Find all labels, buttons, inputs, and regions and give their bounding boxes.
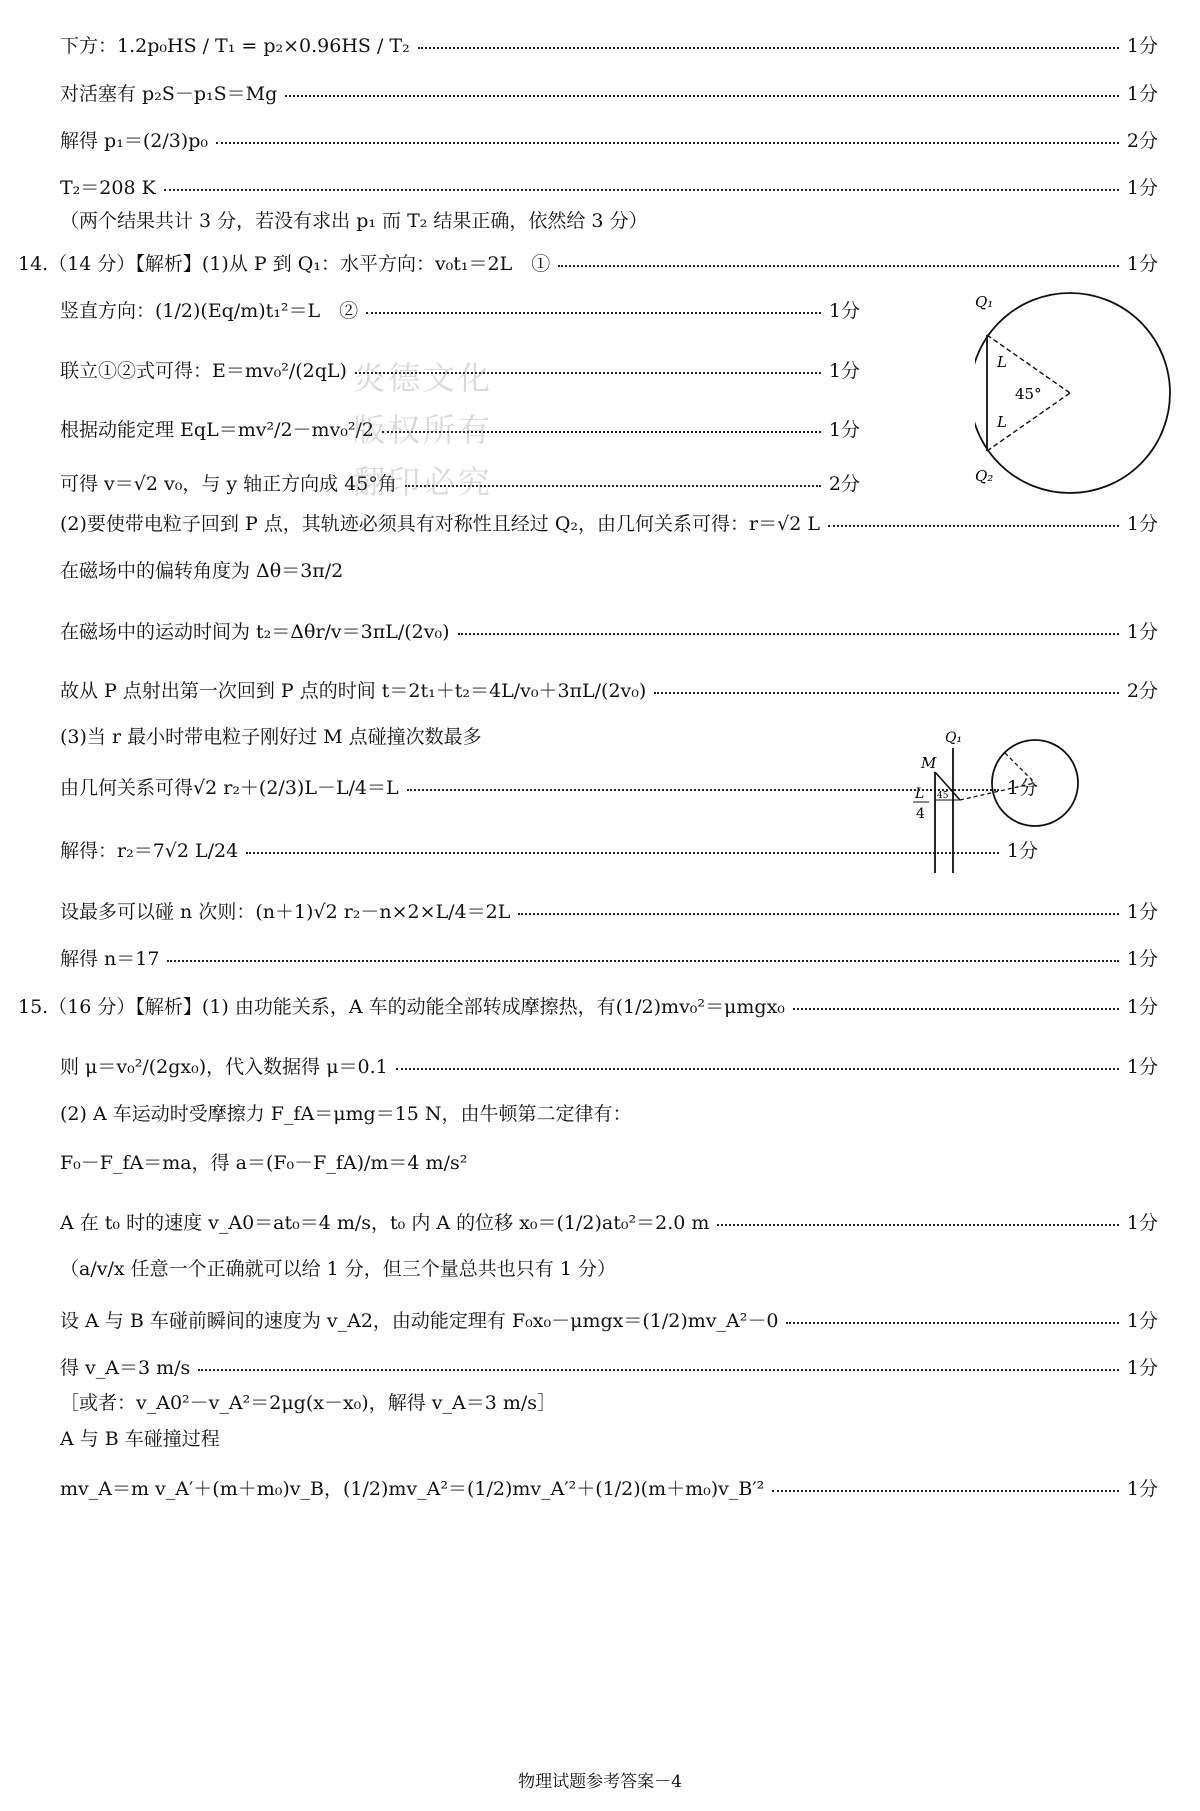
label-l-den: 4 bbox=[916, 806, 925, 822]
line-text: 故从 P 点射出第一次回到 P 点的时间 t＝2t₁＋t₂＝4L/v₀＋3πL/(2v₀) bbox=[60, 679, 647, 702]
line-text: 在磁场中的运动时间为 t₂＝Δθr/v＝3πL/(2v₀) bbox=[60, 620, 450, 643]
line-text: 设 A 与 B 车碰前瞬间的速度为 v_A2，由动能定理有 F₀x₀－μmgx＝(1/2)mv_A²－0 bbox=[60, 1309, 779, 1332]
score: 1分 bbox=[1126, 1309, 1158, 1332]
line-20 bbox=[18, 988, 1158, 1022]
leader-dots bbox=[518, 913, 1119, 915]
leader-dots bbox=[558, 265, 1119, 267]
score: 1分 bbox=[828, 418, 860, 441]
score: 1分 bbox=[1006, 839, 1038, 862]
line-text: 15.（16 分）【解析】(1) 由功能关系，A 车的动能全部转成摩擦热，有(1/2)mv₀²＝μmgx₀ bbox=[18, 995, 785, 1018]
label-q2: Q₂ bbox=[975, 467, 994, 485]
score: 1分 bbox=[1126, 995, 1158, 1018]
score: 2分 bbox=[1126, 679, 1158, 702]
score: 1分 bbox=[1126, 82, 1158, 105]
line-21 bbox=[60, 1048, 1158, 1082]
line-text: 根据动能定理 EqL＝mv²/2－mv₀²/2 bbox=[60, 418, 375, 441]
line-text: 设最多可以碰 n 次则：(n＋1)√2 r₂－n×2×L/4＝2L bbox=[60, 900, 511, 923]
line-19 bbox=[60, 941, 1158, 973]
leader-dots bbox=[717, 1224, 1119, 1226]
line-text: 由几何关系可得√2 r₂＋(2/3)L－L/4＝L bbox=[60, 776, 399, 799]
leader-dots bbox=[772, 1490, 1119, 1492]
leader-dots bbox=[366, 312, 821, 314]
label-l-lower: L bbox=[997, 413, 1007, 431]
line-17 bbox=[60, 832, 1038, 866]
line-text: 联立①②式可得：E＝mv₀²/(2qL) bbox=[60, 359, 347, 382]
leader-dots bbox=[167, 960, 1118, 962]
radius-up bbox=[1005, 753, 1035, 783]
score: 2分 bbox=[1126, 129, 1158, 152]
leader-dots bbox=[418, 47, 1119, 49]
line-23: F₀－F_fA＝ma，得 a＝(F₀－F_fA)/m＝4 m/s² bbox=[60, 1152, 468, 1174]
figure-circle-trajectory bbox=[975, 285, 1185, 545]
leader-dots bbox=[396, 1068, 1119, 1070]
watermark bbox=[318, 352, 528, 512]
watermark-line: 炎德文化 bbox=[352, 359, 493, 397]
leader-dots bbox=[654, 692, 1119, 694]
score: 1分 bbox=[1006, 776, 1038, 799]
leader-dots bbox=[786, 1322, 1118, 1324]
score: 1分 bbox=[1126, 176, 1158, 199]
line-16 bbox=[60, 769, 1038, 803]
line-text: 则 μ＝v₀²/(2gx₀)，代入数据得 μ＝0.1 bbox=[60, 1055, 388, 1078]
line-29: A 与 B 车碰撞过程 bbox=[60, 1428, 220, 1450]
figure-collision-geometry bbox=[905, 728, 1185, 878]
line-6 bbox=[18, 246, 1158, 278]
line-18 bbox=[60, 893, 1158, 927]
line-text: 对活塞有 p₂S－p₁S＝Mg bbox=[60, 82, 278, 105]
label-l-upper: L bbox=[997, 353, 1007, 371]
score: 1分 bbox=[1126, 512, 1158, 535]
score: 1分 bbox=[1126, 252, 1158, 275]
line-text: 竖直方向：(1/2)(Eq/m)t₁²＝L ② bbox=[60, 299, 359, 322]
score: 1分 bbox=[1126, 1211, 1158, 1234]
line-text: 得 v_A＝3 m/s bbox=[60, 1356, 191, 1379]
line-28: ［或者：v_A0²－v_A²＝2μg(x－x₀)，解得 v_A＝3 m/s］ bbox=[60, 1392, 556, 1414]
line-30 bbox=[60, 1470, 1158, 1504]
line-13 bbox=[60, 613, 1158, 647]
line-24 bbox=[60, 1204, 1158, 1238]
line-25: （a/v/x 任意一个正确就可以给 1 分，但三个量总共也只有 1 分） bbox=[60, 1258, 616, 1280]
label-angle: 45° bbox=[1015, 385, 1042, 403]
leader-dots bbox=[793, 1008, 1119, 1010]
line-text: 可得 v＝√2 v₀，与 y 轴正方向成 45°角 bbox=[60, 472, 397, 495]
score: 1分 bbox=[828, 299, 860, 322]
line-12: 在磁场中的偏转角度为 Δθ＝3π/2 bbox=[60, 560, 344, 582]
leader-dots bbox=[164, 189, 1119, 191]
line-27 bbox=[60, 1350, 1158, 1382]
score: 1分 bbox=[1126, 1477, 1158, 1500]
score: 1分 bbox=[1126, 947, 1158, 970]
line-text: 14.（14 分）【解析】(1)从 P 到 Q₁：水平方向：v₀t₁＝2L ① bbox=[18, 252, 551, 275]
watermark-line: 翻印必究 bbox=[352, 463, 493, 501]
leader-dots bbox=[285, 95, 1119, 97]
line-22: (2) A 车运动时受摩擦力 F_fA＝μmg＝15 N，由牛顿第二定律有： bbox=[60, 1103, 632, 1125]
score: 1分 bbox=[1126, 1356, 1158, 1379]
line-text: 解得 p₁＝(2/3)p₀ bbox=[60, 129, 209, 152]
line-text: (2)要使带电粒子回到 P 点，其轨迹必须具有对称性且经过 Q₂，由几何关系可得：r＝√2 L bbox=[60, 512, 820, 535]
label-l-num: L bbox=[915, 786, 925, 802]
line-3 bbox=[60, 123, 1158, 155]
line-4 bbox=[60, 170, 1158, 202]
label-q1: Q₁ bbox=[975, 293, 994, 311]
line-text: 解得：r₂＝7√2 L/24 bbox=[60, 839, 239, 862]
leader-dots bbox=[216, 142, 1119, 144]
label-q1: Q₁ bbox=[945, 730, 963, 746]
radius-down bbox=[960, 783, 1035, 800]
line-text: T₂＝208 K bbox=[60, 176, 156, 199]
line-text: 下方：1.2p₀HS / T₁ = p₂×0.96HS / T₂ bbox=[60, 34, 410, 57]
leader-dots bbox=[198, 1369, 1119, 1371]
score: 1分 bbox=[1126, 1055, 1158, 1078]
page-footer: 物理试题参考答案－4 bbox=[518, 1772, 682, 1792]
leader-dots bbox=[246, 852, 999, 854]
line-text: mv_A＝m v_A′＋(m＋m₀)v_B，(1/2)mv_A²＝(1/2)mv_A′²＋(1/2)(m＋m₀)v_B′² bbox=[60, 1477, 765, 1500]
line-text: A 在 t₀ 时的速度 v_A0＝at₀＝4 m/s，t₀ 内 A 的位移 x₀＝(1/2)at₀²＝2.0 m bbox=[60, 1211, 710, 1234]
score: 2分 bbox=[828, 472, 860, 495]
score: 1分 bbox=[1126, 900, 1158, 923]
label-angle: 45 bbox=[937, 791, 949, 801]
line-5: （两个结果共计 3 分，若没有求出 p₁ 而 T₂ 结果正确，依然给 3 分） bbox=[60, 210, 648, 232]
trajectory-circle bbox=[975, 293, 1170, 493]
line-26 bbox=[60, 1302, 1158, 1336]
line-2 bbox=[60, 76, 1158, 108]
line-14 bbox=[60, 672, 1158, 706]
line-7 bbox=[60, 292, 860, 326]
score: 1分 bbox=[1126, 34, 1158, 57]
watermark-line: 版权所有 bbox=[352, 411, 493, 449]
line-text: 解得 n＝17 bbox=[60, 947, 160, 970]
label-m: M bbox=[921, 754, 937, 772]
leader-dots bbox=[458, 633, 1119, 635]
line-1 bbox=[60, 28, 1158, 60]
score: 1分 bbox=[828, 359, 860, 382]
score: 1分 bbox=[1126, 620, 1158, 643]
line-15: (3)当 r 最小时带电粒子刚好过 M 点碰撞次数最多 bbox=[60, 726, 482, 748]
